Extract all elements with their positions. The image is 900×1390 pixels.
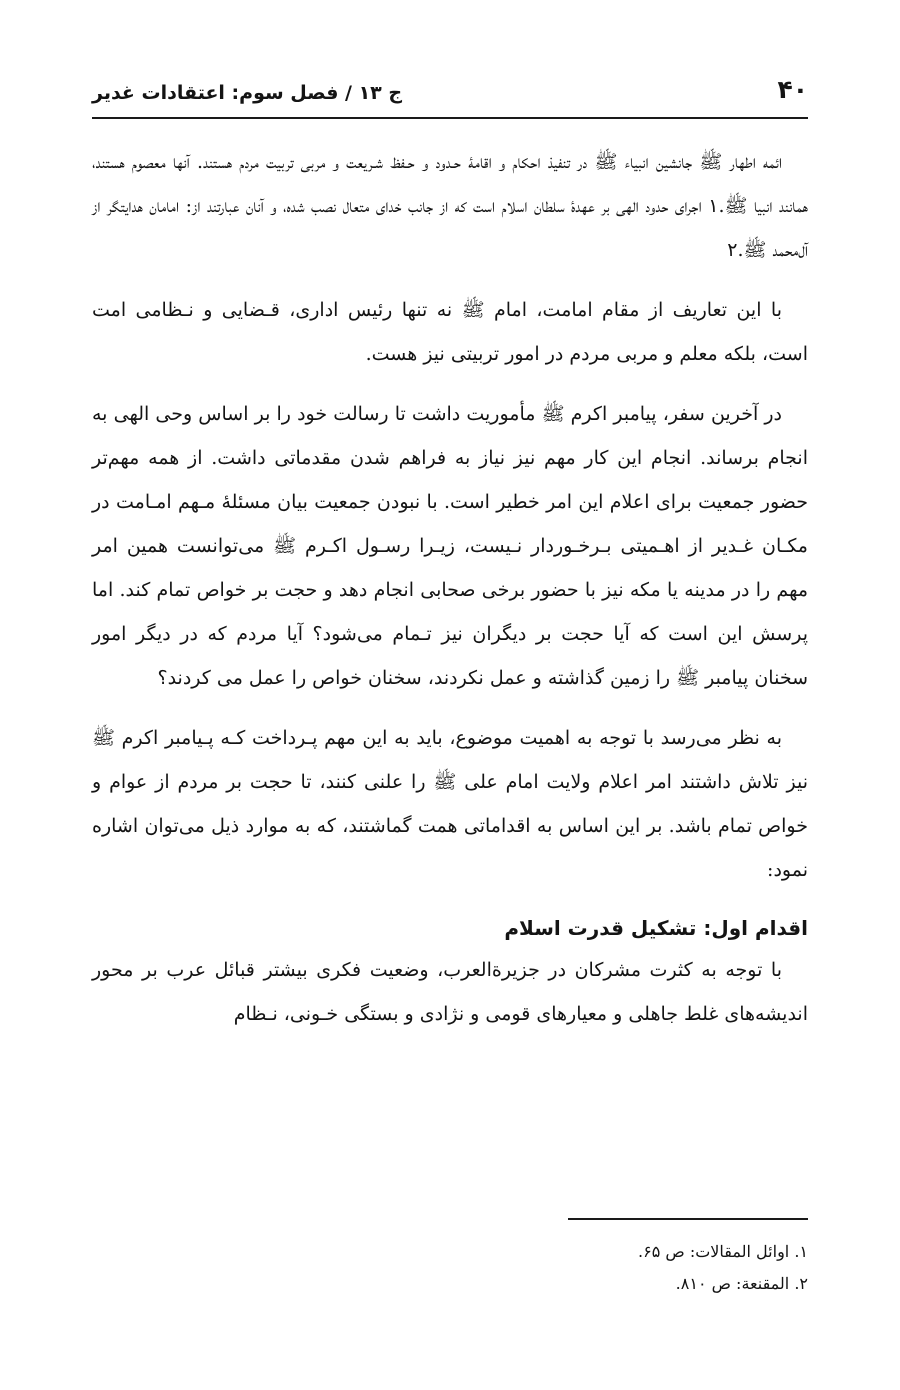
page-number: ۴۰ — [777, 75, 808, 104]
paragraph-3: در آخرین سفر، پیامبر اکرم ﷺ مأموریت داشت تا رسالت خود را بر اساس وحی الهی به انجام برساند. انجام این کار مهم نیز نیاز به فراهم شدن مقدماتی داشت. از همه مهم‌تر حضور جمعیت برای اعلام این امر خطیر است. با نبودن جمعیت بیان مسئلهٔ مـهم امـامت در مکـان غـدیر از اهـمیتی بـرخـوردار نـیست، زیـرا رسـول اکـرم ﷺ می‌توانست همین امر مهم را در مدینه یا مکه نیز با حضور برخی صحابی انجام دهد و حجت بر خواص تمام کند. اما پرسش این است که آیا حجت بر دیگران نیز تـمام می‌شود؟ آیا مردم که در دیگر امور سخنان پیامبر ﷺ را زمین گذاشته و عمل نکردند، سخنان خواص را عمل می کردند؟ — [92, 403, 808, 689]
footnote-divider — [568, 1218, 808, 1220]
paragraph-2: با این تعاریف از مقام امامت، امام ﷺ نه تنها رئیس اداری، قـضایی و نـظامی امت است، بلکه معلم و مربی مردم در امور تربیتی نیز هست. — [92, 299, 808, 365]
body-text — [92, 140, 808, 1036]
header-divider — [92, 117, 808, 119]
paragraph-4: به نظر می‌رسد با توجه به اهمیت موضوع، باید به این مهم پـرداخت کـه پـیامبر اکرم ﷺ نیز تلاش داشتند امر اعلام ولایت امام علی ﷺ را علنی کنند، تا حجت بر مردم از عوام و خواص تمام باشد. بر این اساس به اقداماتی همت گماشتند، که به موارد ذیل می‌توان اشاره نمود: — [92, 727, 808, 881]
paragraph-1: ائمه اطهار ﷺ جانشین انبیاء ﷺ در تنفیذ احکام و اقامهٔ حـدود و حـفظ شـریعت و مربی تربیت مردم هستند. آنها معصوم هستند، همانند انبیا ﷺ.۱ اجرای حدود الهی بر عهدهٔ سلطان اسلام است که از جانب خدای متعال نصب شده، و آنان عبارتند از: امامان هدایتگر از آل‌محمد ﷺ.۲ — [92, 151, 808, 261]
running-title: ج ۱۳ / فصل سوم: اعتقادات غدیر — [92, 82, 403, 104]
section-heading: اقدام اول: تشکیل قدرت اسلام — [504, 916, 808, 940]
section-paragraph: با توجه به کثرت مشرکان در جزیرةالعرب، وضعیت فکری بیشتر قبائل عرب بر محور اندیشه‌های غلط جاهلی و معیارهای قومی و نژادی و بستگی خـونی، نـظام — [92, 959, 808, 1025]
footnotes — [92, 1236, 808, 1300]
footnote-1: ۱. اوائل المقالات: ص ۶۵. — [638, 1242, 808, 1261]
footnote-2: ۲. المقنعة: ص ۸۱۰. — [675, 1274, 808, 1293]
running-header — [92, 72, 808, 116]
